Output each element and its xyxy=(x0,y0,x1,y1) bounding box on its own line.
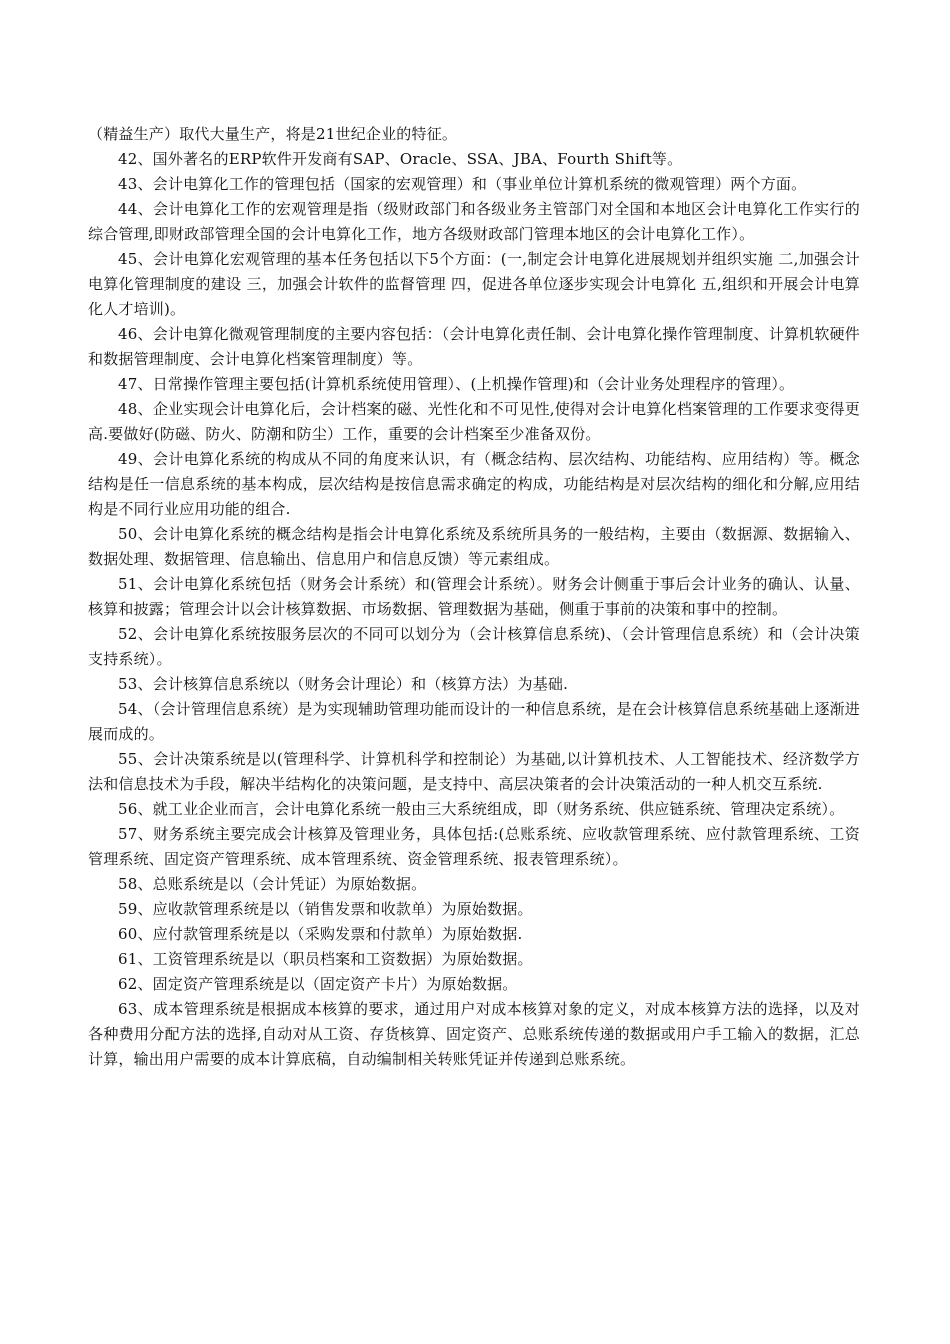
paragraph-59: 59、应收款管理系统是以（销售发票和收款单）为原始数据。 xyxy=(118,900,533,918)
paragraph-41-tail: （精益生产）取代大量生产，将是21世纪企业的特征。 xyxy=(88,125,458,143)
document-body xyxy=(88,122,860,1072)
paragraph-46: 46、会计电算化微观管理制度的主要内容包括：（会计电算化责任制、会计电算化操作管理制度、计算机软硬件和数据管理制度、会计电算化档案管理制度）等。 xyxy=(88,325,860,368)
paragraph-49: 49、会计电算化系统的构成从不同的角度来认识，有（概念结构、层次结构、功能结构、应用结构）等。概念结构是任一信息系统的基本构成，层次结构是按信息需求确定的构成，功能结构是对层次结构的细化和分解,应用结构是不同行业应用功能的组合. xyxy=(88,450,860,518)
paragraph-54: 54、（会计管理信息系统）是为实现辅助管理功能而设计的一种信息系统，是在会计核算信息系统基础上逐渐进展而成的。 xyxy=(88,700,860,743)
paragraph-56: 56、就工业企业而言，会计电算化系统一般由三大系统组成，即（财务系统、供应链系统、管理决定系统）。 xyxy=(118,800,845,818)
paragraph-42: 42、国外著名的ERP软件开发商有SAP、Oracle、SSA、JBA、Fourth Shift等。 xyxy=(118,150,683,168)
paragraph-48: 48、企业实现会计电算化后，会计档案的磁、光性化和不可见性,使得对会计电算化档案管理的工作要求变得更高.要做好(防磁、防火、防潮和防尘）工作，重要的会计档案至少准备双份。 xyxy=(88,400,860,443)
paragraph-47: 47、日常操作管理主要包括(计算机系统使用管理）、(上机操作管理)和（会计业务处理程序的管理）。 xyxy=(118,375,795,393)
paragraph-44: 44、会计电算化工作的宏观管理是指（级财政部门和各级业务主管部门对全国和本地区会计电算化工作实行的综合管理,即财政部管理全国的会计电算化工作，地方各级财政部门管理本地区的会计电算化工作）。 xyxy=(88,200,860,243)
paragraph-51: 51、会计电算化系统包括（财务会计系统）和(管理会计系统）。财务会计侧重于事后会计业务的确认、认量、核算和披露；管理会计以会计核算数据、市场数据、管理数据为基础，侧重于事前的决策和事中的控制。 xyxy=(88,575,860,618)
paragraph-52: 52、会计电算化系统按服务层次的不同可以划分为（会计核算信息系统)、（会计管理信息系统）和（会计决策支持系统）。 xyxy=(88,625,860,668)
paragraph-50: 50、会计电算化系统的概念结构是指会计电算化系统及系统所具务的一般结构，主要由（数据源、数据输入、数据处理、数据管理、信息输出、信息用户和信息反馈）等元素组成。 xyxy=(88,525,860,568)
paragraph-58: 58、总账系统是以（会计凭证）为原始数据。 xyxy=(118,875,427,893)
paragraph-45: 45、会计电算化宏观管理的基本任务包括以下5个方面：(一,制定会计电算化进展规划并组织实施 二,加强会计电算化管理制度的建设 三，加强会计软件的监督管理 四，促进各单位逐步实现会计电算化 五,组织和开展会计电算化人才培训)。 xyxy=(88,250,860,318)
paragraph-63: 63、成本管理系统是根据成本核算的要求，通过用户对成本核算对象的定义，对成本核算方法的选择，以及对各种费用分配方法的选择,自动对从工资、存货核算、固定资产、总账系统传递的数据或用户手工输入的数据，汇总计算，输出用户需要的成本计算底稿，自动编制相关转账凭证并传递到总账系统。 xyxy=(88,1000,860,1068)
paragraph-61: 61、工资管理系统是以（职员档案和工资数据）为原始数据。 xyxy=(118,950,533,968)
paragraph-53: 53、会计核算信息系统以（财务会计理论）和（核算方法）为基础. xyxy=(118,675,569,693)
paragraph-57: 57、财务系统主要完成会计核算及管理业务，具体包括:(总账系统、应收款管理系统、应付款管理系统、工资管理系统、固定资产管理系统、成本管理系统、资金管理系统、报表管理系统）。 xyxy=(88,825,860,868)
paragraph-55: 55、会计决策系统是以(管理科学、计算机科学和控制论）为基础,以计算机技术、人工智能技术、经济数学方法和信息技术为手段，解决半结构化的决策问题，是支持中、高层决策者的会计决策活动的一种人机交互系统. xyxy=(88,750,860,793)
paragraph-62: 62、固定资产管理系统是以（固定资产卡片）为原始数据。 xyxy=(118,975,518,993)
paragraph-60: 60、应付款管理系统是以（采购发票和付款单）为原始数据. xyxy=(118,925,523,943)
paragraph-43: 43、会计电算化工作的管理包括（国家的宏观管理）和（事业单位计算机系统的微观管理）两个方面。 xyxy=(118,175,807,193)
